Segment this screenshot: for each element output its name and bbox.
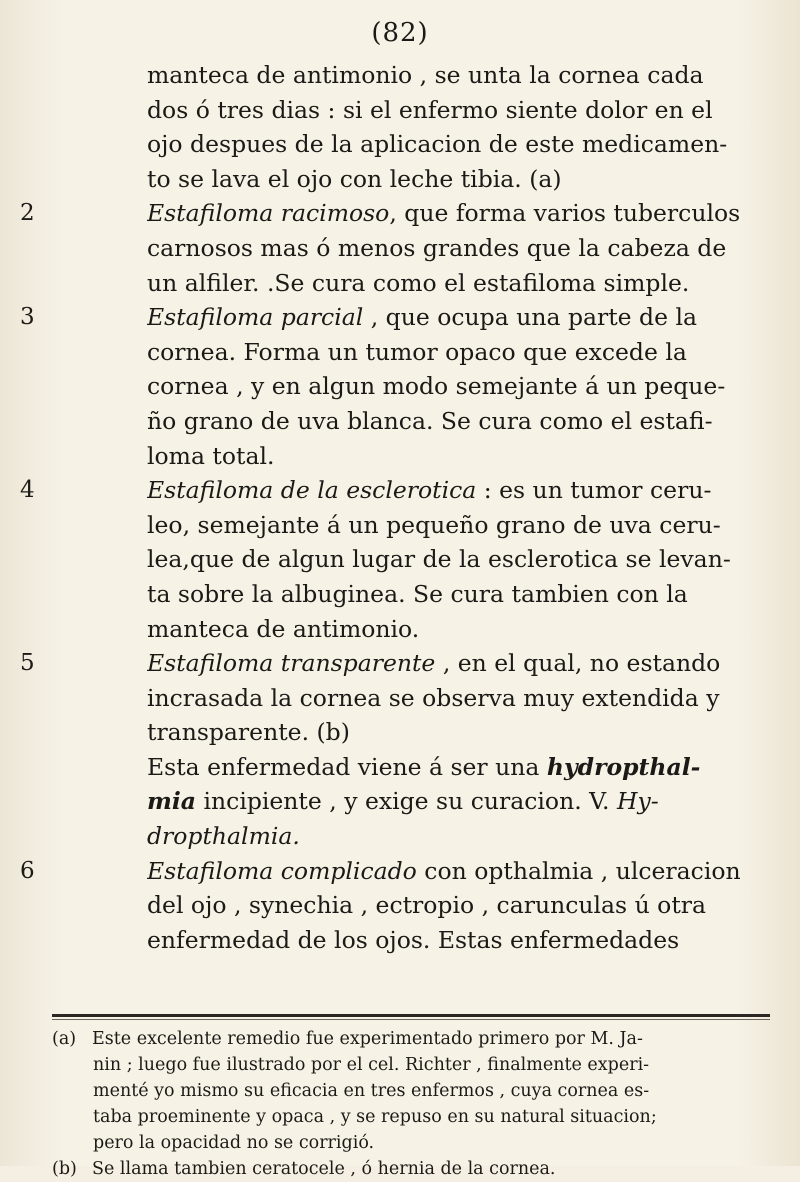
text-line: lea,que de algun lugar de la esclerotica se levan- [147, 545, 731, 574]
footnote-line [52, 1156, 772, 1182]
footnote-text: Se llama tambien ceratocele , ó hernia de la cornea. [92, 1159, 556, 1179]
entry-number: 6 [20, 857, 35, 884]
entry-racimoso [0, 196, 800, 300]
entry-transparente [0, 646, 800, 854]
entry-number: 5 [20, 650, 35, 677]
footnote-text: Este excelente remedio fue experimentado primero por M. Ja- [92, 1029, 643, 1049]
text-run: incipiente , y exige su curacion. V. [196, 787, 617, 816]
text-run: , en el qual, no estando [435, 649, 721, 678]
text-line: del ojo , synechia , ectropio , carunculas ú otra [147, 891, 707, 920]
main-text [0, 58, 800, 957]
text-line [147, 750, 767, 785]
italic-term: Hy- [616, 787, 659, 816]
text-line: ño grano de uva blanca. Se cura como el estafi- [147, 406, 713, 435]
text-line: loma total. [147, 441, 275, 470]
text-line: manteca de antimonio , se unta la cornea cada [147, 61, 704, 89]
text-line [147, 300, 767, 335]
footnotes [0, 1026, 800, 1182]
footnote-divider [52, 1014, 770, 1017]
text-line: to se lava el ojo con leche tibia. (a) [147, 164, 562, 193]
footnote-line: menté yo mismo su eficacia en tres enfermos , cuya cornea es- [93, 1081, 650, 1101]
text-run: , que ocupa una parte de la [363, 303, 698, 332]
text-line: cornea. Forma un tumor opaco que excede la [147, 337, 687, 366]
paragraph-continuation [0, 58, 800, 196]
italic-term: dropthalmia. [147, 822, 300, 851]
entry-number: 3 [20, 304, 35, 331]
text-line [147, 646, 767, 681]
text-line [147, 854, 767, 889]
text-run: , que forma varios tuberculos [389, 199, 741, 228]
entry-title: Estafiloma de la esclerotica [147, 476, 477, 505]
entry-number: 4 [20, 477, 35, 504]
text-line: cornea , y en algun modo semejante á un peque- [147, 372, 726, 401]
text-line: carnosos mas ó menos grandes que la cabeza de [147, 233, 727, 262]
text-line: dos ó tres dias : si el enfermo siente dolor en el [147, 95, 713, 124]
text-line: enfermedad de los ojos. Estas enfermedades [147, 925, 680, 954]
footnote-marker: (b) [52, 1159, 77, 1179]
text-line: transparente. (b) [147, 718, 350, 747]
text-line [147, 784, 767, 819]
text-line: manteca de antimonio. [147, 614, 420, 643]
footnote-line: taba proeminente y opaca , y se repuso en su natural situacion; [93, 1107, 657, 1127]
footnote-marker: (a) [52, 1029, 77, 1049]
text-line: ojo despues de la aplicacion de este medicamen- [147, 130, 728, 159]
entry-title: Estafiloma complicado [147, 856, 417, 885]
entry-number: 2 [20, 200, 35, 227]
text-run: : es un tumor ceru- [476, 476, 712, 505]
footnote-divider-thin [52, 1019, 770, 1020]
entry-complicado [0, 854, 800, 958]
text-line [147, 473, 767, 508]
text-line: un alfiler. .Se cura como el estafiloma simple. [147, 268, 690, 297]
text-run: con opthalmia , ulceracion [416, 856, 741, 885]
footnote-line: nin ; luego fue ilustrado por el cel. Richter , finalmente experi- [93, 1055, 650, 1075]
entry-title: Estafiloma parcial [147, 303, 364, 332]
entry-parcial [0, 300, 800, 473]
text-run: Esta enfermedad viene á ser una [147, 752, 547, 781]
entry-title: Estafiloma transparente [147, 649, 436, 678]
footnote-line [52, 1026, 772, 1052]
italic-term: mia [147, 787, 197, 816]
text-line: leo, semejante á un pequeño grano de uva ceru- [147, 510, 721, 539]
text-line: incrasada la cornea se observa muy extendida y [147, 683, 720, 712]
entry-esclerotica [0, 473, 800, 646]
text-line: ta sobre la albuginea. Se cura tambien con la [147, 579, 688, 608]
text-line [147, 196, 767, 231]
text-line [147, 819, 767, 854]
footnote-line: pero la opacidad no se corrigió. [93, 1133, 375, 1153]
entry-title: Estafiloma racimoso [147, 199, 390, 228]
italic-term: hydropthal- [546, 752, 701, 781]
page-number: (82) [371, 18, 429, 48]
